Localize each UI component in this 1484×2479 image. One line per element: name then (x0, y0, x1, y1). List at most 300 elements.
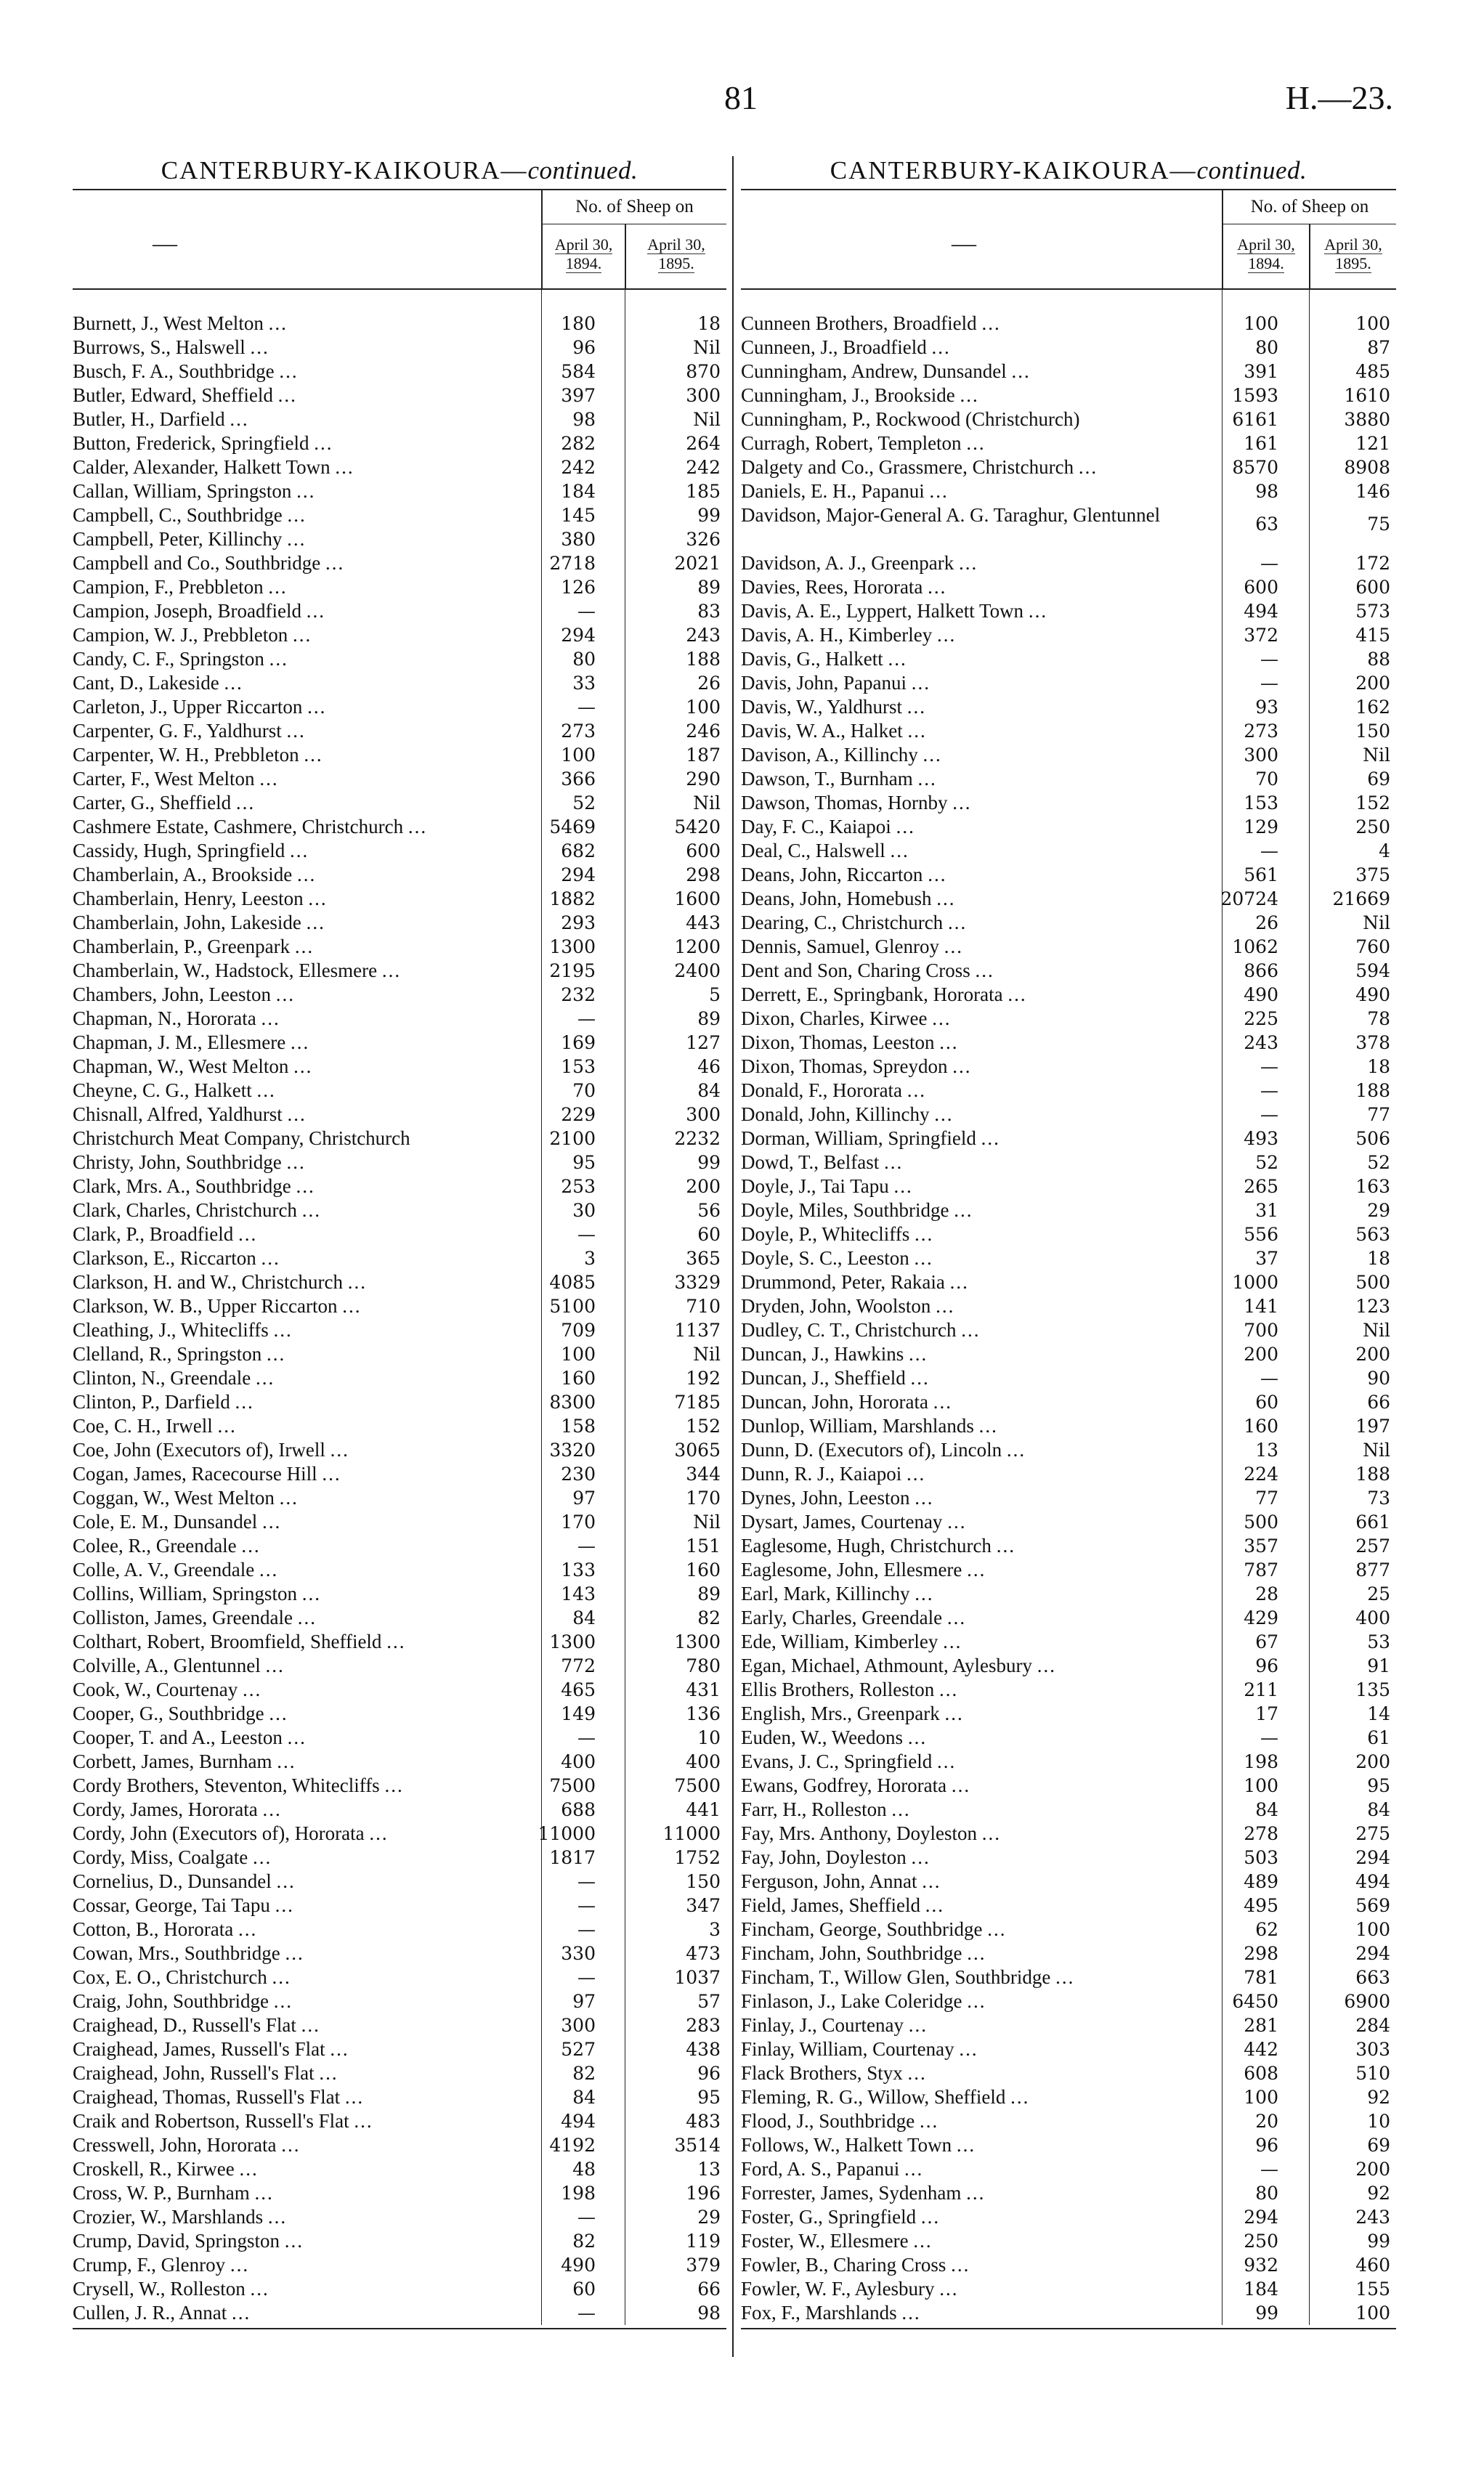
owner-name-text: Campbell, C., Southbridge (73, 504, 283, 526)
owner-name (73, 623, 312, 647)
sheep-count-1895: 3 (709, 1919, 721, 1940)
owner-name (741, 360, 1031, 384)
owner-name (73, 1606, 317, 1630)
table-row (73, 2181, 726, 2205)
leader-dots: ... (217, 1415, 237, 1437)
sheep-count-1894: 688 (561, 1799, 596, 1820)
owner-name (741, 2157, 923, 2181)
owner-name-text: Chambers, John, Leeston (73, 983, 271, 1005)
sheep-count-1894: 48 (572, 2159, 596, 2180)
sheep-count-1894: 37 (1255, 1248, 1278, 1269)
sheep-count-1895: 46 (697, 1056, 721, 1077)
sheep-count-1894: 98 (1255, 481, 1278, 502)
sheep-count-1894: 493 (1244, 1128, 1278, 1149)
owner-name-text: Campion, F., Prebbleton (73, 576, 264, 598)
table-bottom-rule (73, 2328, 726, 2329)
table-row (741, 1318, 1396, 1342)
owner-name (741, 1390, 952, 1414)
sheep-count-1894: 294 (561, 864, 596, 885)
table-row (73, 1462, 726, 1486)
table-row (73, 360, 726, 384)
sheep-count-1895: 780 (686, 1655, 721, 1676)
sheep-count-1895: 119 (686, 2231, 721, 2252)
table-row (73, 2085, 726, 2109)
owner-name-text: Craighead, James, Russell's Flat (73, 2038, 325, 2060)
table-row (73, 959, 726, 983)
table-row (73, 1270, 726, 1294)
sheep-count-1894: 298 (1244, 1943, 1278, 1964)
sheep-count-1895: 78 (1367, 1008, 1390, 1029)
sheep-count-1894: 1593 (1232, 385, 1278, 406)
owner-name-text: Earl, Mark, Killinchy (741, 1583, 910, 1604)
owner-name (73, 839, 309, 863)
leader-dots: ... (307, 696, 327, 718)
leader-dots: ... (1037, 1655, 1056, 1676)
table-row (73, 1558, 726, 1582)
sheep-count-1895: 69 (1367, 2135, 1390, 2156)
owner-name (73, 1654, 285, 1678)
owner-name-text: Duncan, J., Hawkins (741, 1343, 904, 1365)
sheep-count-1894: 2195 (549, 960, 596, 981)
sheep-count-1894: 242 (561, 457, 596, 478)
sheep-count-1894: 160 (1244, 1416, 1278, 1437)
leader-dots: ... (294, 936, 315, 957)
sheep-count-1895: 2021 (674, 553, 721, 574)
sheep-count-1894: 1300 (549, 1631, 596, 1652)
owner-name (741, 887, 955, 911)
sheep-count-1894: 20 (1255, 2111, 1278, 2132)
leader-dots: ... (907, 696, 927, 718)
sheep-count-1895: 431 (686, 1679, 721, 1700)
table-row (741, 623, 1396, 647)
owner-name-text: Finlay, J., Courtenay (741, 2014, 904, 2036)
sheep-count-1894: 380 (561, 529, 596, 550)
sheep-count-1895: 18 (1367, 1248, 1390, 1269)
owner-name (73, 1630, 405, 1654)
owner-name (741, 647, 907, 671)
sheep-count-1894: 253 (561, 1176, 596, 1197)
owner-name-text: Daniels, E. H., Papanui (741, 480, 925, 502)
table-row (741, 360, 1396, 384)
owner-name-text: Chisnall, Alfred, Yaldhurst (73, 1103, 283, 1125)
table-row (73, 455, 726, 479)
table-row (73, 839, 726, 863)
sheep-count-1894: 198 (1244, 1751, 1278, 1772)
table-row (741, 1942, 1396, 1965)
owner-name (73, 983, 295, 1007)
owner-name (73, 1222, 257, 1246)
sheep-count-1894: 60 (572, 2279, 596, 2300)
owner-name (73, 599, 325, 623)
owner-name-text: Davidson, Major-General A. G. Taraghur, Glentunnel (741, 504, 1161, 526)
leader-dots: ... (296, 864, 317, 885)
sheep-count-1894: 250 (1244, 2231, 1278, 2252)
owner-name (741, 1870, 941, 1894)
leader-dots: ... (239, 2158, 259, 2180)
owner-name-text: Ede, William, Kimberley (741, 1631, 938, 1652)
owner-name-text: Coe, C. H., Irwell (73, 1415, 213, 1437)
owner-name-text: Cullen, J. R., Annat (73, 2302, 227, 2324)
leader-dots: ... (933, 1391, 952, 1413)
sheep-count-1894: 494 (561, 2111, 596, 2132)
sheep-count-1894: 442 (1244, 2039, 1278, 2060)
table-row (73, 623, 726, 647)
table-row (73, 527, 726, 551)
owner-name (741, 1414, 998, 1438)
owner-name (73, 1534, 261, 1558)
sheep-count-1894: 84 (572, 2087, 596, 2108)
table-row (73, 1127, 726, 1151)
owner-name-text: Campbell and Co., Southbridge (73, 552, 321, 574)
table-row (741, 2277, 1396, 2301)
leader-dots: ... (267, 1343, 286, 1365)
owner-name-text: Clarkson, W. B., Upper Riccarton (73, 1295, 338, 1317)
owner-name (73, 1342, 285, 1366)
owner-name (741, 1079, 926, 1103)
owner-name-text: Cooper, G., Southbridge (73, 1703, 264, 1724)
table-row (73, 863, 726, 887)
owner-name-text: Davis, A. H., Kimberley (741, 624, 933, 646)
owner-name-text: Cunningham, P., Rockwood (Christchurch) (741, 408, 1080, 430)
sheep-count-1895: Nil (693, 792, 721, 814)
leader-dots: ... (923, 744, 942, 766)
owner-name (73, 887, 328, 911)
owner-name (741, 479, 949, 503)
owner-name-text: Forrester, James, Sydenham (741, 2182, 962, 2204)
owner-name (73, 695, 326, 719)
leader-dots: ... (290, 840, 309, 861)
sheep-count-1895: 506 (1355, 1128, 1390, 1149)
leader-dots: ... (949, 1271, 969, 1293)
owner-name-text: Foster, W., Ellesmere (741, 2230, 909, 2252)
sheep-count-group-header: No. of Sheep on (1222, 190, 1396, 224)
leader-dots: ... (888, 648, 907, 670)
table-row (73, 1918, 726, 1942)
leader-dots: ... (910, 1367, 930, 1389)
sheep-count-1895: 200 (1355, 1344, 1390, 1365)
sheep-count-1894: 293 (561, 912, 596, 933)
leader-dots: ... (937, 1750, 957, 1772)
owner-name (73, 1079, 276, 1103)
leader-dots: ... (276, 1870, 296, 1892)
owner-name (73, 1894, 294, 1918)
owner-name-text: Craighead, John, Russell's Flat (73, 2062, 315, 2084)
sheep-count-1895: 84 (697, 1080, 721, 1101)
table-row (741, 1534, 1396, 1558)
owner-name-text: Duncan, J., Sheffield (741, 1367, 906, 1389)
leader-dots: ... (277, 384, 297, 406)
leader-dots: ... (934, 1103, 954, 1125)
sheep-count-1894: 932 (1244, 2255, 1278, 2276)
sheep-count-1895: Nil (693, 337, 721, 358)
owner-name (741, 312, 1001, 336)
table-bottom-rule (741, 2328, 1396, 2329)
sheep-count-1894: — (577, 1727, 596, 1748)
sheep-count-1894: 143 (561, 1583, 596, 1604)
owner-name-text: Clark, P., Broadfield (73, 1223, 234, 1245)
leader-dots: ... (287, 1103, 307, 1125)
sheep-count-1895: 18 (1367, 1056, 1390, 1077)
sheep-count-1895: 200 (1355, 2159, 1390, 2180)
table-row (73, 431, 726, 455)
sheep-count-1895: 188 (1355, 1080, 1390, 1101)
sheep-count-1894: 30 (572, 1200, 596, 1221)
owner-name-text: Davis, G., Halkett (741, 648, 883, 670)
sheep-count-1894: — (577, 1919, 596, 1940)
table-row (741, 1486, 1396, 1510)
table-row (741, 1390, 1396, 1414)
table-row (73, 1965, 726, 1989)
owner-name-text: Cordy Brothers, Steventon, Whitecliffs (73, 1774, 380, 1796)
owner-name (741, 935, 963, 959)
table-row (741, 839, 1396, 863)
owner-name (73, 1798, 282, 1822)
table-row (741, 1222, 1396, 1246)
owner-name (741, 2061, 927, 2085)
owner-name (73, 719, 306, 743)
leader-dots: ... (344, 2086, 365, 2108)
table-row (741, 2037, 1396, 2061)
sheep-count-1894: 278 (1244, 1823, 1278, 1844)
owner-name (741, 1678, 958, 1702)
leader-dots: ... (978, 1415, 998, 1437)
leader-dots: ... (922, 1870, 941, 1892)
owner-name (73, 1390, 254, 1414)
owner-name-text: Eaglesome, John, Ellesmere (741, 1559, 962, 1581)
table-row (741, 575, 1396, 599)
owner-name (73, 743, 323, 767)
table-row (741, 911, 1396, 935)
sheep-count-1894: 1817 (549, 1847, 596, 1868)
leader-dots: ... (342, 1295, 362, 1317)
sheep-count-1895: 594 (1355, 960, 1390, 981)
sheep-count-1894: — (1260, 1104, 1278, 1125)
sheep-count-1895: 250 (1355, 816, 1390, 837)
owner-name (741, 2253, 970, 2277)
owner-name (741, 863, 946, 887)
sheep-count-1894: 33 (572, 673, 596, 694)
sheep-count-1895: 135 (1355, 1679, 1390, 1700)
owner-name-text: Colliston, James, Greendale (73, 1607, 293, 1628)
owner-name-text: Deans, John, Riccarton (741, 864, 923, 885)
sheep-count-1895: 75 (1367, 514, 1390, 535)
sheep-count-1894: — (1260, 1727, 1278, 1748)
table-row (73, 503, 726, 527)
leader-dots: ... (901, 2302, 921, 2324)
sheep-count-1895: 500 (1355, 1272, 1390, 1293)
table-row (741, 887, 1396, 911)
table-row (741, 815, 1396, 839)
leader-dots: ... (967, 1942, 986, 1964)
sheep-count-1894: 294 (561, 625, 596, 646)
sheep-count-1895: 563 (1355, 1224, 1390, 1245)
owner-name (741, 1366, 930, 1390)
sheep-count-1894: 300 (561, 2015, 596, 2036)
owner-name-text: Cross, W. P., Burnham (73, 2182, 250, 2204)
table-row (741, 312, 1396, 336)
sheep-count-1894: 489 (1244, 1871, 1278, 1892)
sheep-count-1894: — (577, 1895, 596, 1916)
sheep-count-1895: 326 (686, 529, 721, 550)
leader-dots: ... (265, 1655, 285, 1676)
leader-dots: ... (904, 2158, 924, 2180)
owner-name (73, 2133, 300, 2157)
table-row (741, 2229, 1396, 2253)
sheep-count-1895: 661 (1355, 1512, 1390, 1533)
sheep-count-1894: 153 (1244, 792, 1278, 814)
owner-name-text: Fay, John, Doyleston (741, 1846, 907, 1868)
table-row (741, 719, 1396, 743)
sheep-count-1894: 229 (561, 1104, 596, 1125)
sheep-count-1894: 160 (561, 1368, 596, 1389)
leader-dots: ... (936, 888, 956, 909)
sheep-count-1894: 5100 (549, 1296, 596, 1317)
owner-name-text: Burnett, J., West Melton (73, 312, 264, 334)
leader-dots: ... (273, 1319, 293, 1341)
owner-name (73, 1462, 341, 1486)
column-divider (732, 156, 734, 2357)
owner-name (741, 503, 1177, 527)
table-row (73, 647, 726, 671)
sheep-count-1894: 772 (561, 1655, 596, 1676)
owner-name (741, 384, 979, 407)
leader-dots: ... (287, 528, 307, 550)
table-row (73, 2061, 726, 2085)
leader-dots: ... (932, 1007, 952, 1029)
column-header-1894 (1222, 224, 1309, 288)
table-row (741, 1702, 1396, 1726)
leader-dots: ... (381, 959, 402, 981)
table-row (741, 1007, 1396, 1031)
leader-dots: ... (296, 1175, 315, 1197)
sheep-count-1894: 80 (1255, 337, 1278, 358)
sheep-count-1894: 70 (1255, 768, 1278, 790)
leader-dots: ... (275, 1894, 294, 1916)
owner-name-text: Davies, Rees, Hororata (741, 576, 923, 598)
owner-name-text: Campion, Joseph, Broadfield (73, 600, 301, 622)
sheep-count-group-header: No. of Sheep on (541, 190, 726, 224)
sheep-count-1895: 600 (1355, 577, 1390, 598)
sheep-count-1895: 192 (686, 1368, 721, 1389)
sheep-count-1895: 172 (1355, 553, 1390, 574)
sheep-count-1894: 20724 (1220, 888, 1278, 909)
column-header-1895-date: April 30, (647, 235, 705, 253)
owner-name-text: Doyle, Miles, Southbridge (741, 1199, 949, 1221)
sheep-count-1894: — (577, 1008, 596, 1029)
owner-name-text: Dixon, Thomas, Leeston (741, 1031, 935, 1053)
owner-name-text: Finlay, William, Courtenay (741, 2038, 954, 2060)
table-row (73, 743, 726, 767)
owner-name (73, 815, 427, 839)
leader-dots: ... (279, 360, 299, 382)
sheep-count-1895: 73 (1367, 1488, 1390, 1509)
leader-dots: ... (252, 1846, 272, 1868)
sheep-count-1895: 66 (697, 2279, 721, 2300)
table-row (73, 695, 726, 719)
table-row (73, 1342, 726, 1366)
sheep-count-1894: 100 (1244, 2087, 1278, 2108)
owner-name (741, 2013, 928, 2037)
sheep-count-1894: 282 (561, 433, 596, 454)
sheep-count-1895: 1752 (674, 1847, 721, 1868)
owner-name (73, 791, 255, 815)
leader-dots: ... (944, 936, 963, 957)
sheep-count-1894: 6161 (1232, 409, 1278, 430)
owner-name (73, 1031, 309, 1055)
owner-name-text: Clinton, P., Darfield (73, 1391, 230, 1413)
sheep-count-1895: 5420 (674, 816, 721, 837)
sheep-count-1895: Nil (1363, 1320, 1390, 1341)
table-row (73, 911, 726, 935)
leader-dots: ... (230, 2254, 250, 2276)
table-row (73, 1486, 726, 1510)
leader-dots: ... (925, 1894, 944, 1916)
owner-name (741, 1270, 969, 1294)
owner-name (73, 1870, 296, 1894)
leader-dots: ... (915, 1583, 934, 1604)
leader-dots: ... (959, 2038, 978, 2060)
table-row (741, 1414, 1396, 1438)
leader-dots: ... (330, 2038, 349, 2060)
leader-dots: ... (981, 1127, 1000, 1149)
owner-name (741, 1942, 986, 1965)
leader-dots: ... (891, 1798, 911, 1820)
owner-name-text: Christy, John, Southbridge (73, 1151, 282, 1173)
table-row (73, 1079, 726, 1103)
sheep-count-1895: 483 (686, 2111, 721, 2132)
table-row (73, 1007, 726, 1031)
owner-name-text: Fincham, T., Willow Glen, Southbridge (741, 1966, 1051, 1988)
owner-name-text: Busch, F. A., Southbridge (73, 360, 275, 382)
table-row (73, 1798, 726, 1822)
owner-name (741, 1606, 966, 1630)
owner-name-text: Candy, C. F., Springston (73, 648, 264, 670)
section-heading-title: CANTERBURY-KAIKOURA— (830, 156, 1197, 184)
table-row (741, 1294, 1396, 1318)
sheep-count-1894: — (577, 697, 596, 718)
owner-name (741, 1127, 1000, 1151)
owner-name (741, 1198, 973, 1222)
table-row (741, 671, 1396, 695)
owner-name (741, 1582, 933, 1606)
owner-name (741, 1031, 958, 1055)
table-row (73, 2229, 726, 2253)
sheep-count-1895: 197 (1355, 1416, 1390, 1437)
sheep-count-1894: 129 (1244, 816, 1278, 837)
table-row (73, 1031, 726, 1055)
owner-name-text: Early, Charles, Greendale (741, 1607, 943, 1628)
sheep-count-1895: Nil (1363, 1440, 1390, 1461)
sheep-count-1895: 89 (697, 1583, 721, 1604)
owner-name (73, 1270, 367, 1294)
owner-name (73, 1174, 315, 1198)
table-row (741, 2109, 1396, 2133)
table-row (73, 1174, 726, 1198)
owner-name-text: Dudley, C. T., Christchurch (741, 1319, 957, 1341)
owner-name (73, 935, 314, 959)
owner-name (741, 1918, 1006, 1942)
leader-dots: ... (951, 1774, 971, 1796)
sheep-count-1894: 99 (1255, 2302, 1278, 2324)
sheep-count-1895: 5 (709, 984, 721, 1005)
table-row (73, 815, 726, 839)
leader-dots: ... (1028, 600, 1048, 622)
table-row (73, 1989, 726, 2013)
leader-dots: ... (287, 1727, 307, 1748)
sheep-count-1894: 230 (561, 1464, 596, 1485)
owner-name-text: Cossar, George, Tai Tapu (73, 1894, 270, 1916)
sheep-count-1894: 503 (1244, 1847, 1278, 1868)
